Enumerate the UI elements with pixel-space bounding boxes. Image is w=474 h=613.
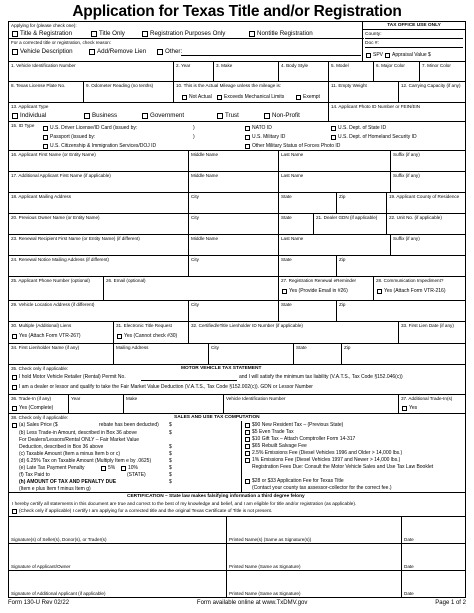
field-lien-city[interactable]: City: [209, 344, 294, 364]
field-loc-zip[interactable]: Zip: [339, 302, 346, 307]
seller-signature-row: [9, 517, 465, 544]
tradein-row: [9, 395, 465, 414]
opt-citizenship[interactable]: U.S. Citizenship & Immigration Services/DOJ ID: [43, 143, 156, 149]
applying-for-label: Applying for (please check one):: [11, 23, 77, 28]
applicant-type-row: [9, 103, 465, 122]
checkbox[interactable]: [43, 126, 48, 131]
checkbox[interactable]: [245, 126, 250, 131]
field-carrying[interactable]: 12. Carrying Capacity (if any): [401, 83, 461, 88]
checkbox[interactable]: [217, 95, 222, 100]
opt-government[interactable]: Government: [142, 112, 184, 119]
field-tradein: 36. Trade-In (if any) Yes (Complete): [9, 395, 69, 413]
field-loc-state[interactable]: State: [279, 301, 337, 321]
field-seller-printed[interactable]: Printed Name(s) (Same as Signature(s)): [227, 517, 402, 543]
office-head: TAX OFFICE USE ONLY: [363, 22, 465, 30]
dollar: $: [169, 430, 172, 436]
office-appraisal[interactable]: Appraisal Value $: [385, 52, 431, 58]
field-applicant-printed[interactable]: Printed Name (Same as Signature): [227, 544, 402, 570]
checkbox[interactable]: [12, 31, 18, 37]
field-middle[interactable]: Middle Name: [189, 151, 279, 171]
field-prev-owner[interactable]: 20. Previous Owner Name (or Entity Name): [9, 214, 189, 234]
checkbox[interactable]: [157, 49, 163, 55]
other-line: [181, 55, 361, 56]
field-add-applicant[interactable]: 17. Additional Applicant First Name (if applicable): [9, 172, 189, 192]
checkbox[interactable]: [377, 289, 382, 294]
sales-tax-row: [9, 414, 465, 493]
vehicle-row: [9, 62, 465, 82]
field-lien-mail[interactable]: Mailing Address: [114, 344, 209, 364]
field-applicant-type: 13. Applicant Type Individual Business Government Trust Non-Profit: [9, 103, 329, 121]
field-state[interactable]: State: [279, 193, 337, 213]
field-zip[interactable]: Zip: [337, 193, 387, 213]
dollar: $: [169, 465, 172, 471]
checkbox[interactable]: [12, 385, 17, 390]
cert-statement: I hereby certify all statements in this document are true and correct to the best of my knowledge and belief, and I am eligible for title and/or registration (as applicable).: [12, 501, 357, 506]
field-lien-zip[interactable]: Zip: [344, 345, 351, 350]
opt-elec-yes[interactable]: Yes (Cannot check #30): [117, 333, 177, 339]
opt-tradein-yes[interactable]: Yes (Complete): [12, 405, 53, 411]
corrected-title-label: For a corrected title or registration, check reason:: [11, 40, 112, 45]
opt-not-actual[interactable]: Not Actual: [182, 94, 212, 100]
checkbox[interactable]: [142, 113, 148, 119]
checkbox[interactable]: [366, 53, 371, 58]
opt-fee-1pct[interactable]: 1% Emissions Fee (Diesel Vehicles 1997 and Newer > 14,000 lbs.): [245, 457, 400, 463]
checkbox[interactable]: [121, 466, 126, 471]
checkbox[interactable]: [264, 113, 270, 119]
id-type-label: 15. ID Type: [11, 123, 35, 128]
checkbox[interactable]: [245, 479, 250, 484]
cert-heading: CERTIFICATION – State law makes falsifying information a third degree felony: [127, 494, 305, 499]
applicant-name-row: [9, 151, 465, 172]
checkbox[interactable]: [282, 289, 287, 294]
checkbox[interactable]: [43, 135, 48, 140]
field-renewal-last[interactable]: Last Name: [279, 235, 391, 255]
check-35-label: 35. Check only if applicable:: [11, 366, 69, 371]
checkbox[interactable]: [296, 95, 301, 100]
field-county-res[interactable]: 19. Applicant County of Residence: [389, 194, 460, 199]
opt-registration-purposes[interactable]: Registration Purposes Only: [142, 30, 225, 37]
field-ereminder: 27. Registration Renewal eReminder Yes (Provide Email in #26): [279, 277, 374, 300]
opt-other-military[interactable]: Other Military Status of Forces Photo ID: [245, 143, 340, 149]
field-add-last[interactable]: Last Name: [279, 172, 391, 192]
checkbox[interactable]: [12, 375, 17, 380]
checkbox[interactable]: [12, 406, 17, 411]
checkbox[interactable]: [101, 466, 106, 471]
opt-individual[interactable]: Individual: [12, 112, 46, 119]
opt-fee-65[interactable]: $65 Rebuilt Salvage Fee: [245, 443, 307, 449]
dollar: $: [169, 451, 172, 457]
reg-fees: Registration Fees Due: Consult the Motor Vehicle Sales and Use Tax Law Booklet: [252, 464, 434, 470]
header-row: [9, 22, 465, 62]
field-empty-weight[interactable]: 11. Empty Weight: [329, 82, 399, 102]
mailing-row: [9, 193, 465, 214]
check-38-label: 38. Check only if applicable:: [11, 415, 69, 420]
checkbox[interactable]: [385, 53, 390, 58]
amount-due-sub: (Item e plus Item f minus Item g): [19, 486, 91, 492]
tax-625: (d) 6.25% Tax on Taxable Amount (Multiply Item e by .0625): [19, 458, 152, 464]
checkbox[interactable]: [245, 451, 250, 456]
opt-liens-yes[interactable]: Yes (Attach Form VTR-267): [12, 333, 81, 339]
field-applicant-date[interactable]: Date: [404, 564, 414, 569]
office-doc[interactable]: Doc #:: [365, 40, 463, 48]
checkbox[interactable]: [182, 95, 187, 100]
additional-signature-row: [9, 571, 465, 597]
field-major-color[interactable]: 6. Major Color: [374, 62, 420, 81]
field-email[interactable]: 26. Email (optional): [104, 277, 279, 300]
contact-note: (Contact your county tax assessor-collector for the correct fee.): [252, 485, 392, 491]
opt-title-only[interactable]: Title Only: [91, 30, 125, 37]
state-paren: (STATE): [127, 472, 146, 478]
field-additional-date[interactable]: Date: [404, 591, 414, 596]
applicant-signature-row: [9, 544, 465, 571]
rebate-text: rebate has been deducted): [99, 422, 159, 428]
opt-corrected-cert[interactable]: (Check only if applicable) I certify I am applying for a corrected title and the original Texas Certificate of Title is not present.: [12, 508, 272, 514]
paren-close: ): [193, 125, 195, 131]
renewal-mail-row: [9, 256, 465, 277]
field-applicant-first[interactable]: 16. Applicant First Name (or Entity Name): [9, 151, 189, 171]
page-footer: [8, 600, 466, 606]
previous-owner-row: [9, 214, 465, 235]
opt-fee-28[interactable]: $28 or $33 Application Fee for Texas Title: [245, 478, 344, 484]
field-loc-city[interactable]: City: [189, 301, 279, 321]
opt-5pct[interactable]: 5%: [101, 465, 115, 471]
retailer-tail: and I will satisfy the minimum tax liability (V.A.T.S., Tax Code §152.046(c)): [239, 374, 403, 380]
field-mileage: 10. This is the Actual Mileage unless the mileage is: Not Actual Exceeds Mechanical Limits Exempt: [174, 82, 329, 102]
checkbox[interactable]: [12, 423, 17, 428]
field-vin[interactable]: 1. Vehicle Identification Number: [9, 62, 174, 81]
opt-fee-10[interactable]: $10 Gift Tax – Attach Comptroller Form 14-317: [245, 436, 355, 442]
field-additional-printed[interactable]: Printed Name (Same as Signature): [227, 571, 402, 597]
checkbox[interactable]: [245, 458, 250, 463]
lienholder-row: [9, 344, 465, 365]
checkbox[interactable]: [84, 113, 90, 119]
field-phone[interactable]: 25. Applicant Phone Number (optional): [9, 277, 104, 300]
opt-fee-90[interactable]: $90 New Resident Tax – (Previous State): [245, 422, 343, 428]
field-lien-state[interactable]: State: [294, 344, 342, 364]
form-number: Form 130-U Rev 02/22: [8, 600, 70, 606]
opt-business[interactable]: Business: [84, 112, 117, 119]
field-add-suffix[interactable]: Suffix (if any): [393, 173, 420, 178]
additional-applicant-row: [9, 172, 465, 193]
field-tradein-year[interactable]: Year: [69, 395, 124, 413]
opt-fee-5[interactable]: $5 Even Trade Tax: [245, 429, 294, 435]
field-renewal-state[interactable]: State: [279, 256, 337, 276]
less-tradein: (b) Less Trade-in Amount, described in Box 36 above: [19, 430, 137, 436]
field-prev-city[interactable]: City: [189, 214, 279, 234]
checkbox[interactable]: [12, 509, 17, 514]
plate-row: [9, 82, 465, 103]
contact-row: [9, 277, 465, 301]
vehicle-location-row: [9, 301, 465, 322]
mv-tax-heading: MOTOR VEHICLE TAX STATEMENT: [181, 366, 262, 371]
field-photo-id[interactable]: 14. Applicant Photo ID Number or FEIN/EIN: [331, 104, 421, 109]
field-renewal-zip[interactable]: Zip: [339, 257, 346, 262]
checkbox[interactable]: [217, 113, 223, 119]
sales-divider: [241, 421, 242, 493]
checkbox[interactable]: [331, 126, 336, 131]
checkbox[interactable]: [89, 49, 95, 55]
field-first-lien-date[interactable]: 33. First Lien Date (if any): [401, 323, 454, 328]
field-year[interactable]: 2. Year: [174, 62, 214, 81]
field-vehicle-location[interactable]: 29. Vehicle Location Address (if different): [9, 301, 189, 321]
field-renewal-mail[interactable]: 24. Renewal Notice Mailing Address (if different): [9, 256, 189, 276]
field-elec-title: 31. Electronic Title Request Yes (Cannot check #30): [114, 322, 189, 343]
checkbox[interactable]: [117, 334, 122, 339]
opt-fee-25pct[interactable]: 2.5% Emissions Fee (Diesel Vehicles 1996 and Older > 14,000 lbs.): [245, 450, 402, 456]
renewal-recipient-row: [9, 235, 465, 256]
field-plate[interactable]: 8. Texas License Plate No.: [9, 82, 84, 102]
dollar: $: [169, 472, 172, 478]
field-minor-color[interactable]: 7. Minor Color: [422, 63, 451, 68]
field-suffix[interactable]: Suffix (if any): [393, 152, 420, 157]
permit-line: [141, 380, 237, 381]
tax-office-box: [362, 22, 465, 62]
online-note: Form available online at www.TxDMV.gov: [196, 600, 308, 606]
checkbox[interactable]: [331, 135, 336, 140]
paren-close: ): [193, 134, 195, 140]
opt-add-remove-lien[interactable]: Add/Remove Lien: [89, 48, 146, 55]
field-add-tradein: 37. Additional Trade-In(s) Yes: [401, 396, 453, 411]
opt-comm-yes[interactable]: Yes (Attach Form VTR-216): [377, 288, 446, 294]
amount-due: (h) AMOUNT OF TAX AND PENALTY DUE: [19, 479, 117, 485]
page-number: Page 1 of 2: [435, 600, 466, 606]
field-etitle-lienholder[interactable]: 32. Certified/eTitle Lienholder ID Number (if applicable): [189, 322, 399, 343]
field-renewal-middle[interactable]: Middle Name: [189, 235, 279, 255]
field-add-middle[interactable]: Middle Name: [189, 172, 279, 192]
opt-dealer-fmv[interactable]: I am a dealer or lessor and qualify to take the Fair Market Value Deduction (V.A.T.S., Tax Code §152.002(c)). GDN or Lessor Number: [12, 384, 313, 390]
checkbox[interactable]: [245, 423, 250, 428]
field-multiple-liens: 30. Multiple (Additional) Liens Yes (Attach Form VTR-267): [9, 322, 114, 343]
checkbox[interactable]: [245, 437, 250, 442]
opt-passport[interactable]: Passport (issued by:: [43, 134, 95, 140]
field-seller-signature[interactable]: Signature(s) of Seller(s), Donor(s), or Trader(s): [9, 517, 227, 543]
opt-10pct[interactable]: 10%: [121, 465, 138, 471]
opt-nontitle[interactable]: Nontitle Registration: [249, 30, 313, 37]
opt-exceeds[interactable]: Exceeds Mechanical Limits: [217, 94, 284, 100]
field-prev-state[interactable]: State: [279, 214, 314, 234]
certification-row: [9, 493, 465, 517]
opt-add-tradein-yes[interactable]: Yes: [402, 405, 417, 411]
opt-retailer[interactable]: I hold Motor Vehicle Retailer (Rental) Permit No.: [12, 374, 126, 380]
field-tradein-make[interactable]: Make: [124, 395, 224, 413]
mv-tax-statement-row: [9, 365, 465, 395]
checkbox[interactable]: [249, 31, 255, 37]
opt-other[interactable]: Other:: [157, 48, 182, 55]
field-mailing[interactable]: 18. Applicant Mailing Address: [9, 193, 189, 213]
divider: [9, 38, 364, 39]
field-renewal-recipient[interactable]: 23. Renewal Recipient First Name (or Entity Name) (if different): [9, 235, 189, 255]
field-make[interactable]: 3. Make: [214, 62, 279, 81]
checkbox[interactable]: [245, 444, 250, 449]
opt-sales-price[interactable]: (a) Sales Price ($: [12, 422, 58, 428]
deduction: Deduction, described in Box 36 above: [19, 444, 104, 450]
field-renewal-city[interactable]: City: [189, 256, 279, 276]
dollar: $: [169, 444, 172, 450]
opt-state-dept[interactable]: U.S. Dept. of State ID: [331, 125, 386, 131]
office-county[interactable]: County:: [365, 31, 463, 39]
checkbox[interactable]: [12, 113, 18, 119]
opt-homeland[interactable]: U.S. Dept. of Homeland Security ID: [331, 134, 417, 140]
form-title: Application for Texas Title and/or Registration: [72, 3, 402, 20]
field-unit-no[interactable]: 22. Unit No. (if applicable): [389, 215, 442, 220]
dealers-fmv: For Dealers/Lessors/Rental ONLY – Fair Market Value: [19, 437, 140, 443]
checkbox[interactable]: [142, 31, 148, 37]
field-body[interactable]: 4. Body Style: [279, 62, 329, 81]
checkbox[interactable]: [12, 49, 18, 55]
field-renewal-suffix[interactable]: Suffix (if any): [393, 236, 420, 241]
opt-nato[interactable]: NATO ID: [245, 125, 272, 131]
field-seller-date[interactable]: Date: [404, 537, 414, 542]
checkbox[interactable]: [402, 406, 407, 411]
field-tradein-vin[interactable]: Vehicle Identification Number: [224, 395, 399, 413]
checkbox[interactable]: [245, 135, 250, 140]
checkbox[interactable]: [245, 144, 250, 149]
field-lienholder-name[interactable]: 34. First Lienholder Name (if any): [9, 344, 114, 364]
checkbox[interactable]: [91, 31, 97, 37]
opt-exempt[interactable]: Exempt: [296, 94, 320, 100]
opt-driver-license[interactable]: U.S. Driver License/ID Card (issued by:: [43, 125, 137, 131]
sales-tax-heading: SALES AND USE TAX COMPUTATION: [174, 415, 260, 420]
field-last[interactable]: Last Name: [279, 151, 391, 171]
opt-vehicle-description[interactable]: Vehicle Description: [12, 48, 73, 55]
dollar: $: [169, 458, 172, 464]
id-type-row: [9, 122, 465, 151]
field-dealer-gdn[interactable]: 21. Dealer GDN (if applicable): [314, 214, 387, 234]
field-odometer[interactable]: 9. Odometer Reading (no tenths): [84, 82, 174, 102]
opt-ereminder-yes[interactable]: Yes (Provide Email in #26): [282, 288, 348, 294]
tax-paid-to: (f) Tax Paid to: [19, 472, 50, 478]
opt-military[interactable]: U.S. Military ID: [245, 134, 285, 140]
checkbox[interactable]: [43, 144, 48, 149]
opt-trust[interactable]: Trust: [217, 112, 239, 119]
dollar: $: [169, 479, 172, 485]
late-penalty: (e) Late Tax Payment Penalty: [19, 465, 85, 471]
liens-row: [9, 322, 465, 344]
checkbox[interactable]: [245, 430, 250, 435]
field-city[interactable]: City: [189, 193, 279, 213]
checkbox[interactable]: [12, 334, 17, 339]
field-applicant-signature[interactable]: Signature of Applicant/Owner: [9, 544, 227, 570]
office-spv[interactable]: SPV: [366, 52, 383, 58]
field-model[interactable]: 5. Model: [329, 62, 374, 81]
field-additional-signature[interactable]: Signature of Additional Applicant (if applicable): [9, 571, 227, 597]
dollar: $: [169, 422, 172, 428]
opt-nonprofit[interactable]: Non-Profit: [264, 112, 300, 119]
field-comm-impaired: 28. Communication Impediment? Yes (Attach Form VTR-216): [376, 278, 446, 294]
opt-title-registration[interactable]: Title & Registration: [12, 30, 72, 37]
taxable: (c) Taxable Amount (Item a minus Item b or c): [19, 451, 121, 457]
form-body: [8, 21, 466, 598]
